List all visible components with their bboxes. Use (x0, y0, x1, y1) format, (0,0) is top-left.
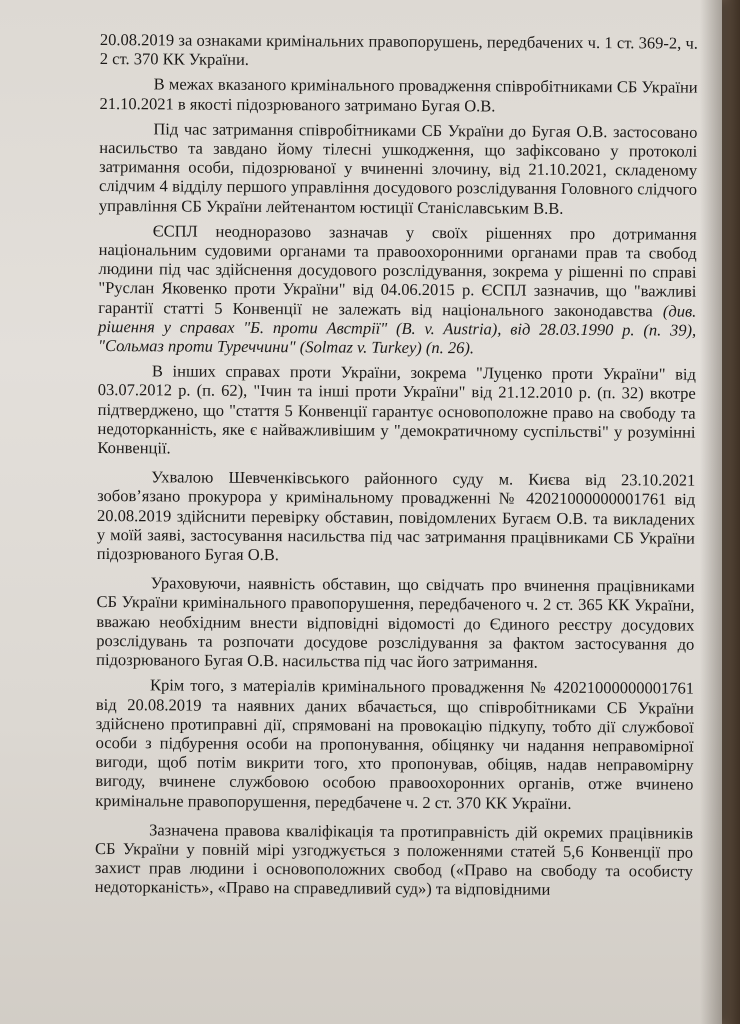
edge-shadow (700, 0, 740, 1024)
paragraph-7: Ураховуючи, наявність обставин, що свідчать про вчинення працівниками СБ України кримінального правопорушення, передбаченого ч. 2 ст. 365 КК України, вважаю необхідним внести відповідні відомості до Єдиного реєстру досудових розслідувань та розпочати досудове розслідування за фактом застосування до підозрюваного Бугая О.В. насильства під час його затримання. (96, 573, 695, 672)
document-body (95, 30, 698, 906)
paragraph-9: Зазначена правова кваліфікація та протиправність дій окремих працівників СБ України у повній мірі узгоджується з положеннями статей 5,6 Конвенції про захист прав людини і основоположних свобод («Право на свободу та особисту недоторканість», «Право на справедливий суд») та відповідними (94, 820, 694, 900)
case-citation: (див. рішення у справах "Б. проти Австрії" (B. v. Austria), від 28.03.1990 р. (п. 39), "Сольмаз проти Туреччини" (Solmaz v. Turkey) (п. 26). (98, 301, 697, 358)
paragraph-1: 20.08.2019 за ознаками кримінальних правопорушень, передбачених ч. 1 ст. 369-2, ч. 2 ст. 370 КК України. (99, 30, 698, 70)
paragraph-3: Під час затримання співробітниками СБ України до Бугая О.В. застосовано насильство та завдано йому тілесні ушкодження, що зафіксовано у протоколі затримання особи, підозрюваної у вчиненні злочину, від 21.10.2021, складеному слідчим 4 відділу першого управління досудового розслідування Головного слідчого управління СБ України лейтенантом юстиції Станіславським В.В. (98, 119, 698, 218)
paragraph-4-text: ЄСПЛ неодноразово зазначав у своїх рішеннях про дотримання національним судовими органами та правоохоронними органами прав та свобод людини під час здійснення досудового розслідування, зокрема у рішенні по справі "Руслан Яковенко проти України" від 04.06.2015 р. ЄСПЛ зазначив, що "важливі гарантії статті 5 Конвенції не залежать від національного законодавства (98, 221, 697, 321)
paragraph-2: В межах вказаного кримінального провадження співробітниками СБ України 21.10.2021 в якості підозрюваного затримано Бугая О.В. (99, 74, 698, 116)
paragraph-6: Ухвалою Шевченківського районного суду м. Києва від 23.10.2021 зобов’язано прокурора у кримінальному провадженні № 42021000000001761 від 20.08.2019 здійснити перевірку обставин, повідомлених Бугаєм О.В. та викладених у моїй заяві, застосування насильства під час затримання працівниками СБ України підозрюваного Бугая О.В. (96, 467, 696, 565)
paragraph-5: В інших справах проти України, зокрема "Луценко проти України" від 03.07.2012 р. (п. 62), "Ічин та інші проти України" від 21.12.2010 р. (п. 32) вкотре підтверджено, що "стаття 5 Конвенції гарантує основоположне право на свободу та недоторканність, яке є найважливішим у "демократичному суспільстві" у розумінні Конвенції. (97, 361, 696, 458)
paragraph-8: Крім того, з матеріалів кримінального провадження № 42021000000001761 від 20.08.2019 та наявних даних вбачається, що співробітниками СБ України здійснено протиправні дії, спрямовані на провокацію підкупу, тобто дії службової особи з підбурення особи на пропонування, обіцянку чи надання неправомірної вигоди, щоб потім викрити того, хто пропонував, обіцяв, надав неправомірну вигоду, вчинене службовою особою правоохоронних органів, отже вчинено кримінальне правопорушення, передбачене ч. 2 ст. 370 КК України. (95, 675, 695, 813)
paragraph-4 (98, 221, 697, 359)
